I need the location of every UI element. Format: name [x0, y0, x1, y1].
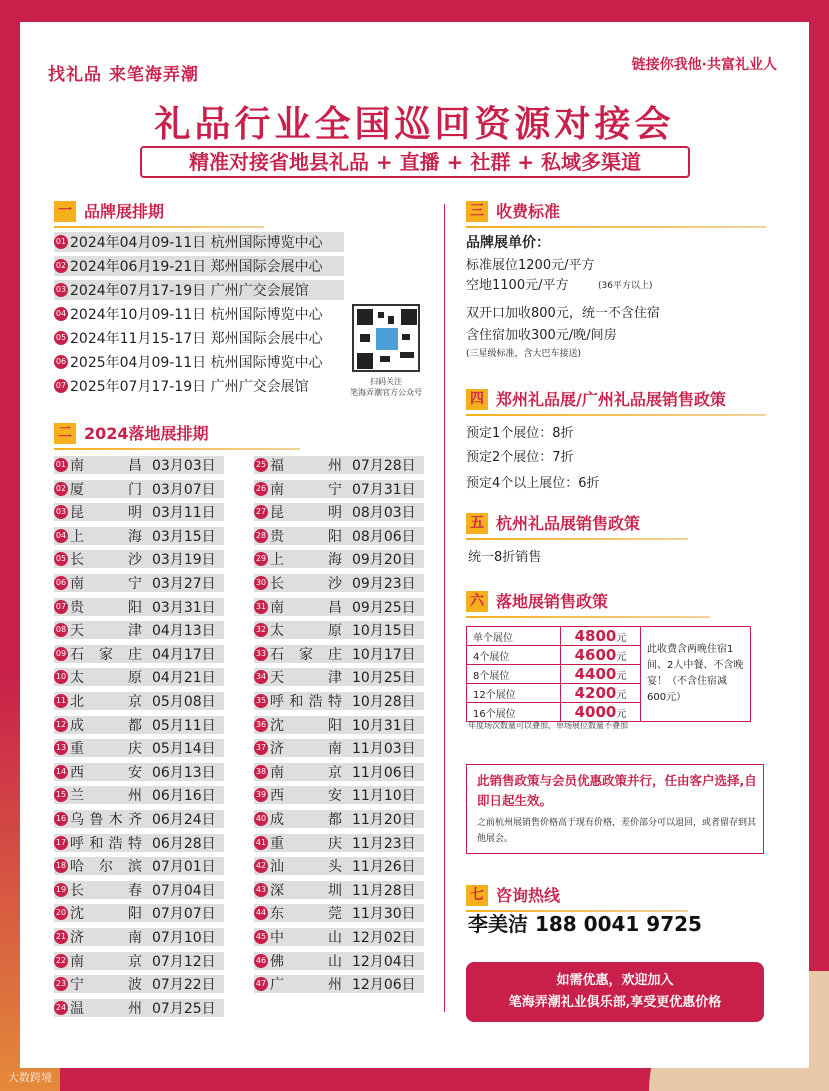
tour-row: [254, 739, 424, 757]
zz-policy-1: 预定1个展位：8折: [466, 426, 574, 441]
tour-row: [54, 550, 224, 568]
tour-row: [254, 763, 424, 781]
tour-date: 11月06日: [352, 764, 416, 781]
tour-row: [254, 550, 424, 568]
tour-row: [254, 480, 424, 498]
tour-row: [54, 834, 224, 852]
row-number: 42: [254, 859, 268, 873]
tour-city: 厦门: [70, 481, 142, 498]
tour-city: 成都: [270, 812, 342, 828]
tour-row: [54, 952, 224, 970]
row-number: 37: [254, 741, 268, 755]
price-value: 4400: [574, 665, 617, 683]
row-number: 03: [54, 505, 68, 519]
row-number: 23: [54, 977, 68, 991]
subtitle: 精准对接省地县礼品 + 直播 + 社群 + 私域多渠道: [188, 150, 642, 174]
tour-city: 上海: [270, 552, 342, 569]
tour-city: 南宁: [270, 481, 342, 498]
tour-date: 10月15日: [352, 623, 416, 640]
price-value: 4200: [574, 684, 617, 702]
tour-city: 长春: [70, 882, 142, 899]
row-number: 25: [254, 458, 268, 472]
tour-row: [54, 668, 224, 686]
row-number: 07: [54, 600, 68, 614]
tour-row: [54, 503, 224, 521]
tour-date: 11月10日: [352, 788, 416, 805]
tour-row: [254, 857, 424, 875]
tour-row: [54, 928, 224, 946]
row-number: 05: [54, 331, 68, 345]
brand-schedule-row: [54, 376, 338, 396]
tour-date: 09月20日: [352, 552, 416, 569]
tour-row: [54, 857, 224, 875]
price-unit: 元: [616, 633, 627, 644]
tour-date: 04月17日: [152, 646, 216, 663]
tour-date: 05月14日: [152, 741, 216, 758]
tour-city: 北京: [70, 694, 142, 710]
hotline-contact: 李美洁 188 0041 9725: [468, 912, 702, 936]
tour-date: 10月28日: [352, 694, 416, 710]
row-number: 26: [254, 482, 268, 496]
tour-city: 长沙: [270, 576, 342, 592]
row-number: 40: [254, 812, 268, 826]
tour-city: 南昌: [70, 458, 142, 474]
brand-schedule-text: 2024年04月09-11日 杭州国际博览中心: [70, 235, 323, 251]
tour-city: 沈阳: [270, 717, 342, 734]
tour-date: 11月26日: [352, 859, 416, 876]
watermark: 大数跨境: [8, 1071, 52, 1084]
section-underline: [54, 226, 264, 228]
tour-date: 06月16日: [152, 788, 216, 805]
row-number: 30: [254, 576, 268, 590]
section-number: 六: [466, 591, 488, 612]
row-number: 29: [254, 552, 268, 566]
price-unit: 元: [616, 652, 627, 663]
tour-row: [54, 645, 224, 663]
fee-double: 双开口加收800元，统一不含住宿: [466, 306, 660, 321]
policy-notice-box: [466, 764, 764, 854]
tour-city: 天津: [270, 670, 342, 687]
brand-schedule-text: 2024年10月09-11日 杭州国际博览中心: [70, 307, 323, 323]
tour-date: 08月06日: [352, 528, 416, 545]
column-divider: [444, 204, 445, 1012]
tour-date: 03月03日: [152, 458, 216, 474]
tour-city: 南京: [70, 953, 142, 970]
price-cell: [561, 646, 641, 665]
section-title: 杭州礼品展销售政策: [496, 514, 641, 533]
tour-date: 07月31日: [352, 481, 416, 498]
tour-date: 07月04日: [152, 882, 216, 899]
tour-row: [254, 645, 424, 663]
section-header: [466, 512, 688, 536]
tour-row: [254, 904, 424, 922]
row-number: 05: [54, 552, 68, 566]
section-header: [466, 388, 766, 412]
tour-date: 08月03日: [352, 505, 416, 522]
row-number: 01: [54, 458, 68, 472]
row-number: 14: [54, 765, 68, 779]
tour-city: 太原: [70, 670, 142, 687]
brand-schedule-row: [54, 256, 344, 276]
tour-date: 03月11日: [152, 505, 216, 522]
tour-row: [54, 739, 224, 757]
row-number: 04: [54, 529, 68, 543]
tour-date: 11月20日: [352, 812, 416, 828]
price-cell: [561, 684, 641, 703]
price-cell: [561, 703, 641, 722]
club-line-2: 笔海弄潮礼业俱乐部,享受更优惠价格: [508, 995, 722, 1010]
tour-row: [54, 480, 224, 498]
tour-row: [254, 503, 424, 521]
tour-row: [254, 928, 424, 946]
section-underline: [466, 226, 766, 228]
brand-schedule-text: 2024年11月15-17日 郑州国际会展中心: [70, 331, 323, 347]
row-number: 38: [254, 765, 268, 779]
poster-paper: [20, 22, 809, 1068]
section-title: 落地展销售政策: [496, 592, 609, 611]
section-number: 五: [466, 513, 488, 534]
row-number: 01: [54, 235, 68, 249]
price-value: 4600: [574, 646, 617, 664]
tour-city: 西安: [270, 788, 342, 805]
row-number: 11: [54, 694, 68, 708]
price-note: 此收费含两晚住宿1间、2人中餐、不含晚宴！（不含住宿减600元）: [641, 627, 751, 722]
row-number: 17: [54, 836, 68, 850]
tour-date: 12月02日: [352, 930, 416, 946]
row-number: 04: [54, 307, 68, 321]
row-number: 15: [54, 788, 68, 802]
club-join-banner[interactable]: [466, 962, 764, 1022]
zz-policy-2: 预定2个展位：7折: [466, 450, 574, 465]
row-number: 21: [54, 930, 68, 944]
tour-city: 中山: [270, 930, 342, 946]
price-row: [467, 627, 751, 646]
row-number: 35: [254, 694, 268, 708]
tour-city: 沈阳: [70, 906, 142, 923]
tour-city: 乌鲁木齐: [70, 812, 142, 828]
fee-space: 空地1100元/平方: [466, 278, 569, 293]
section-header: [54, 200, 264, 224]
policy-notice-black: 之前杭州展销售价格高于现有价格，差价部分可以退回，或者留存到其他展会。: [477, 818, 757, 844]
section-header: [466, 884, 688, 908]
tour-date: 03月19日: [152, 552, 216, 569]
tour-city: 贵阳: [70, 599, 142, 616]
tour-date: 11月28日: [352, 882, 416, 899]
tour-row: [254, 834, 424, 852]
slogan-right: 链接你我他·共富礼业人: [631, 57, 777, 73]
tour-row: [54, 810, 224, 828]
tour-city: 汕头: [270, 859, 342, 876]
tour-city: 贵阳: [270, 528, 342, 545]
tour-city: 太原: [270, 623, 342, 640]
tour-city: 东莞: [270, 906, 342, 923]
tour-city: 昆明: [70, 505, 142, 522]
row-number: 02: [54, 482, 68, 496]
main-title: 礼品行业全国巡回资源对接会: [154, 103, 675, 145]
policy-notice-red: 此销售政策与会员优惠政策并行，任由客户选择,自即日起生效。: [477, 773, 757, 808]
tour-row: [54, 999, 224, 1017]
row-number: 19: [54, 883, 68, 897]
tour-date: 06月28日: [152, 835, 216, 852]
tour-city: 兰州: [70, 788, 142, 805]
tour-city: 呼和浩特: [70, 835, 142, 852]
fee-standard: 标准展位1200元/平方: [466, 258, 595, 273]
row-number: 34: [254, 670, 268, 684]
row-number: 10: [54, 670, 68, 684]
row-number: 06: [54, 576, 68, 590]
row-number: 06: [54, 355, 68, 369]
price-label: 8个展位: [467, 665, 561, 684]
section-title: 收费标准: [496, 202, 561, 221]
tour-city: 长沙: [70, 552, 142, 569]
qr-code: [352, 304, 420, 372]
brand-schedule-row: [54, 352, 338, 372]
tour-date: 09月25日: [352, 599, 416, 616]
tour-city: 哈尔滨: [70, 859, 142, 876]
price-unit: 元: [616, 709, 627, 720]
tour-city: 温州: [70, 1000, 142, 1017]
tour-city: 上海: [70, 528, 142, 545]
tour-row: [254, 716, 424, 734]
tour-row: [254, 574, 424, 592]
tour-row: [54, 786, 224, 804]
tour-date: 12月04日: [352, 953, 416, 970]
row-number: 28: [254, 529, 268, 543]
row-number: 20: [54, 906, 68, 920]
row-number: 07: [54, 379, 68, 393]
tour-row: [54, 692, 224, 710]
row-number: 47: [254, 977, 268, 991]
row-number: 46: [254, 954, 268, 968]
tour-row: [254, 527, 424, 545]
price-unit: 元: [616, 690, 627, 701]
section-header: [54, 422, 300, 446]
tour-row: [54, 598, 224, 616]
price-unit: 元: [616, 671, 627, 682]
row-number: 12: [54, 718, 68, 732]
section-number: 二: [54, 423, 76, 444]
slogan-left: 找礼品 来笔海弄潮: [48, 65, 199, 85]
row-number: 08: [54, 623, 68, 637]
brand-schedule-text: 2024年06月19-21日 郑州国际会展中心: [70, 259, 323, 275]
brand-schedule-text: 2024年07月17-19日 广州广交会展馆: [70, 283, 309, 299]
tour-row: [254, 668, 424, 686]
section-title: 品牌展排期: [84, 202, 165, 221]
price-cell: [561, 627, 641, 646]
row-number: 22: [54, 954, 68, 968]
tour-date: 07月10日: [152, 930, 216, 946]
tour-date: 06月24日: [152, 812, 216, 828]
fee-lodging: 含住宿加收300元/晚/间房: [466, 328, 617, 343]
tour-row: [54, 881, 224, 899]
tour-date: 12月06日: [352, 977, 416, 994]
fee-space-note: (36平方以上): [598, 281, 653, 291]
tour-date: 07月07日: [152, 906, 216, 923]
row-number: 43: [254, 883, 268, 897]
tour-city: 天津: [70, 623, 142, 640]
section-underline: [466, 538, 688, 540]
section-title: 2024落地展排期: [84, 424, 209, 443]
tour-date: 10月31日: [352, 717, 416, 734]
hz-policy: 统一8折销售: [468, 550, 542, 565]
tour-city: 福州: [270, 458, 342, 474]
brand-schedule-text: 2025年07月17-19日 广州广交会展馆: [70, 379, 309, 395]
brand-schedule-row: [54, 304, 338, 324]
qr-caption: 扫码关注 笔海弄潮官方公众号: [350, 377, 422, 397]
section-number: 四: [466, 389, 488, 410]
tour-city: 济南: [70, 930, 142, 946]
section-header: [466, 200, 766, 224]
row-number: 18: [54, 859, 68, 873]
section-header: [466, 590, 710, 614]
tour-date: 07月22日: [152, 977, 216, 994]
tour-date: 03月15日: [152, 528, 216, 545]
tour-row: [54, 527, 224, 545]
tour-row: [54, 904, 224, 922]
tour-city: 广州: [270, 977, 342, 994]
row-number: 16: [54, 812, 68, 826]
tour-date: 10月17日: [352, 646, 416, 663]
tour-city: 南宁: [70, 576, 142, 592]
tour-city: 昆明: [270, 505, 342, 522]
tour-date: 10月25日: [352, 670, 416, 687]
tour-city: 济南: [270, 741, 342, 758]
tour-date: 05月11日: [152, 717, 216, 734]
section-title: 郑州礼品展/广州礼品展销售政策: [496, 390, 726, 409]
fee-lodging-note: (三星级标准，含大巴车接送): [466, 349, 582, 359]
tour-date: 07月01日: [152, 859, 216, 876]
section-underline: [54, 448, 300, 450]
qr-logo: [376, 328, 398, 350]
section-number: 七: [466, 885, 488, 906]
tour-city: 深圳: [270, 882, 342, 899]
price-label: 16个展位: [467, 703, 561, 722]
tour-date: 05月08日: [152, 694, 216, 710]
tour-city: 西安: [70, 764, 142, 781]
zz-policy-3: 预定4个以上展位：6折: [466, 476, 600, 491]
tour-date: 03月07日: [152, 481, 216, 498]
landing-price-table: [466, 626, 751, 722]
tour-date: 04月13日: [152, 623, 216, 640]
row-number: 02: [54, 259, 68, 273]
row-number: 39: [254, 788, 268, 802]
brand-schedule-row: [54, 280, 344, 300]
row-number: 03: [54, 283, 68, 297]
tour-date: 09月23日: [352, 576, 416, 592]
row-number: 36: [254, 718, 268, 732]
row-number: 41: [254, 836, 268, 850]
row-number: 27: [254, 505, 268, 519]
tour-date: 06月13日: [152, 764, 216, 781]
tour-row: [254, 786, 424, 804]
tour-city: 重庆: [70, 741, 142, 758]
section-underline: [466, 616, 710, 618]
price-label: 单个展位: [467, 627, 561, 646]
row-number: 33: [254, 647, 268, 661]
tour-city: 成都: [70, 717, 142, 734]
tour-city: 佛山: [270, 953, 342, 970]
tour-row: [54, 716, 224, 734]
tour-row: [254, 692, 424, 710]
tour-row: [254, 952, 424, 970]
tour-row: [54, 456, 224, 474]
row-number: 32: [254, 623, 268, 637]
section-number: 三: [466, 201, 488, 222]
price-label: 4个展位: [467, 646, 561, 665]
fee-unit-label: 品牌展单价：: [466, 235, 550, 251]
tour-row: [254, 810, 424, 828]
tour-city: 呼和浩特: [270, 694, 342, 710]
tour-row: [254, 881, 424, 899]
brand-schedule-row: [54, 232, 344, 252]
tour-city: 重庆: [270, 835, 342, 852]
price-value: 4000: [574, 703, 617, 721]
row-number: 09: [54, 647, 68, 661]
tour-row: [254, 598, 424, 616]
tour-date: 03月27日: [152, 576, 216, 592]
tour-row: [254, 456, 424, 474]
tour-row: [254, 621, 424, 639]
tour-city: 南昌: [270, 599, 342, 616]
tour-city: 石家庄: [70, 646, 142, 663]
brand-schedule-row: [54, 328, 338, 348]
tour-date: 07月25日: [152, 1000, 216, 1017]
landing-price-footnote: 年度场次数量可以叠加，单场展位数量不叠加: [468, 721, 628, 730]
tour-date: 03月31日: [152, 599, 216, 616]
tour-date: 04月21日: [152, 670, 216, 687]
row-number: 13: [54, 741, 68, 755]
tour-row: [54, 763, 224, 781]
tour-city: 石家庄: [270, 646, 342, 663]
section-title: 咨询热线: [496, 886, 561, 905]
tour-date: 11月03日: [352, 741, 416, 758]
price-value: 4800: [574, 627, 617, 645]
tour-city: 宁波: [70, 977, 142, 994]
row-number: 45: [254, 930, 268, 944]
brand-schedule-text: 2025年04月09-11日 杭州国际博览中心: [70, 355, 323, 371]
tour-row: [54, 975, 224, 993]
price-cell: [561, 665, 641, 684]
section-number: 一: [54, 201, 76, 222]
price-label: 12个展位: [467, 684, 561, 703]
club-line-1: 如需优惠，欢迎加入: [556, 973, 674, 988]
tour-row: [54, 574, 224, 592]
subtitle-box: [140, 146, 690, 178]
section-underline: [466, 414, 766, 416]
tour-city: 南京: [270, 764, 342, 781]
tour-row: [54, 621, 224, 639]
row-number: 44: [254, 906, 268, 920]
tour-date: 07月28日: [352, 458, 416, 474]
row-number: 31: [254, 600, 268, 614]
tour-date: 11月23日: [352, 835, 416, 852]
tour-date: 11月30日: [352, 906, 416, 923]
tour-date: 07月12日: [152, 953, 216, 970]
row-number: 24: [54, 1001, 68, 1015]
tour-row: [254, 975, 424, 993]
